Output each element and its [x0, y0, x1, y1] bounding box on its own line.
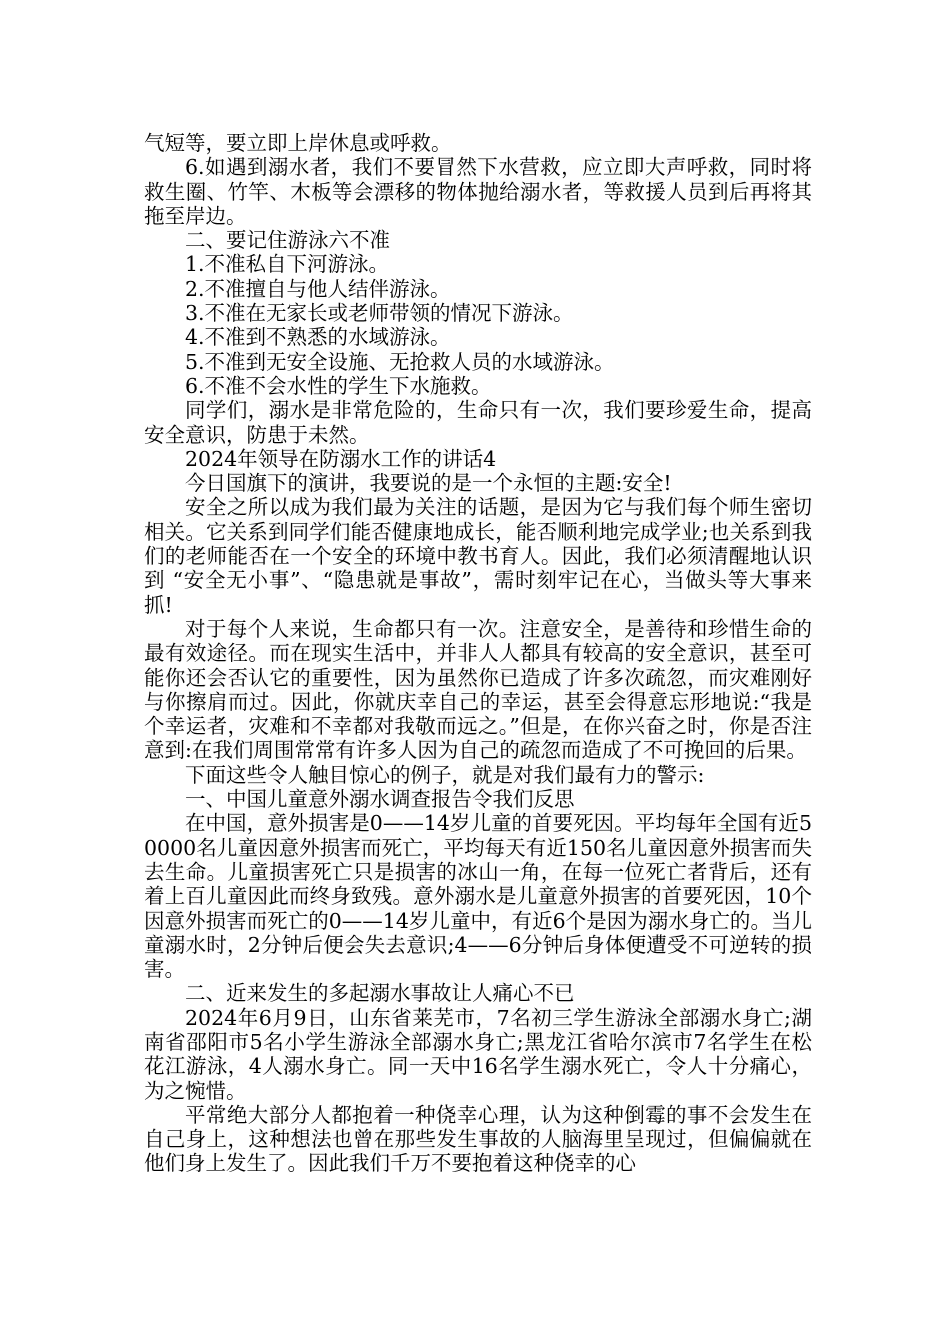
list-item: 2.不准擅自与他人结伴游泳。 [185, 276, 451, 301]
list-item: 6.不准不会水性的学生下水施救。 [185, 373, 492, 398]
list-item: 5.不准到无安全设施、无抢救人员的水域游泳。 [185, 349, 615, 374]
paragraph: 下面这些令人触目惊心的例子，就是对我们最有力的警示: [185, 762, 705, 787]
paragraph: 气短等，要立即上岸休息或呼救。 [144, 131, 452, 155]
list-item: 4.不准到不熟悉的水域游泳。 [185, 325, 451, 350]
paragraph: 2024年6月9日，山东省莱芜市，7名初三学生游泳全部溺水身亡;湖南省邵阳市5名小学生游泳全部溺水身亡;黑龙江省哈尔滨市7名学生在松花江游泳，4人溺水身亡。同一天中16名学生溺水死亡，令人十分痛心，为之惋惜。 [144, 1005, 812, 1103]
document-body [144, 131, 812, 1176]
paragraph: 6.如遇到溺水者，我们不要冒然下水营救，应立即大声呼救，同时将救生圈、竹竿、木板等会漂移的物体抛给溺水者，等救援人员到后再将其拖至岸边。 [144, 155, 812, 228]
speech-title: 2024年领导在防溺水工作的讲话4 [185, 446, 497, 471]
paragraph: 在中国，意外损害是0——14岁儿童的首要死因。平均每年全国有近50000名儿童因意外损害而死亡，平均每天有近150名儿童因意外损害而失去生命。儿童损害死亡只是损害的冰山一角，在每一位死亡者背后，还有着上百儿童因此而终身致残。意外溺水是儿童意外损害的首要死因，10个因意外损害而死亡的0——14岁儿童中，有近6个是因为溺水身亡的。当儿童溺水时，2分钟后便会失去意识;4——6分钟后身体便遭受不可逆转的损害。 [144, 811, 812, 982]
list-item: 1.不准私自下河游泳。 [185, 252, 390, 277]
paragraph: 今日国旗下的演讲，我要说的是一个永恒的主题:安全! [185, 471, 672, 496]
list-item: 3.不准在无家长或老师带领的情况下游泳。 [185, 301, 574, 326]
paragraph: 对于每个人来说，生命都只有一次。注意安全，是善待和珍惜生命的最有效途径。而在现实生活中，并非人人都具有较高的安全意识，甚至可能你还会否认它的重要性，因为虽然你已造成了许多次疏忽，而灾难刚好与你擦肩而过。因此，你就庆幸自己的幸运，甚至会得意忘形地说:“我是个幸运者，灾难和不幸都对我敬而远之。”但是，在你兴奋之时，你是否注意到:在我们周围常常有许多人因为自己的疏忽而造成了不可挽回的后果。 [144, 616, 812, 763]
paragraph: 安全之所以成为我们最为关注的话题，是因为它与我们每个师生密切相关。它关系到同学们能否健康地成长，能否顺利地完成学业;也关系到我们的老师能否在一个安全的环境中教书育人。因此，我们必须清醒地认识到 “安全无小事”、“隐患就是事故”，需时刻牢记在心，当做头等大事来抓! [144, 495, 812, 617]
paragraph: 平常绝大部分人都抱着一种侥幸心理，认为这种倒霉的事不会发生在自己身上，这种想法也曾在那些发生事故的人脑海里呈现过，但偏偏就在他们身上发生了。因此我们千万不要抱着这种侥幸的心 [144, 1102, 812, 1176]
section-heading: 二、近来发生的多起溺水事故让人痛心不已 [185, 981, 575, 1006]
section-heading: 一、中国儿童意外溺水调查报告令我们反思 [185, 787, 575, 812]
section-heading: 二、要记住游泳六不准 [185, 228, 390, 253]
paragraph: 同学们，溺水是非常危险的，生命只有一次，我们要珍爱生命，提高安全意识，防患于未然。 [144, 398, 812, 447]
